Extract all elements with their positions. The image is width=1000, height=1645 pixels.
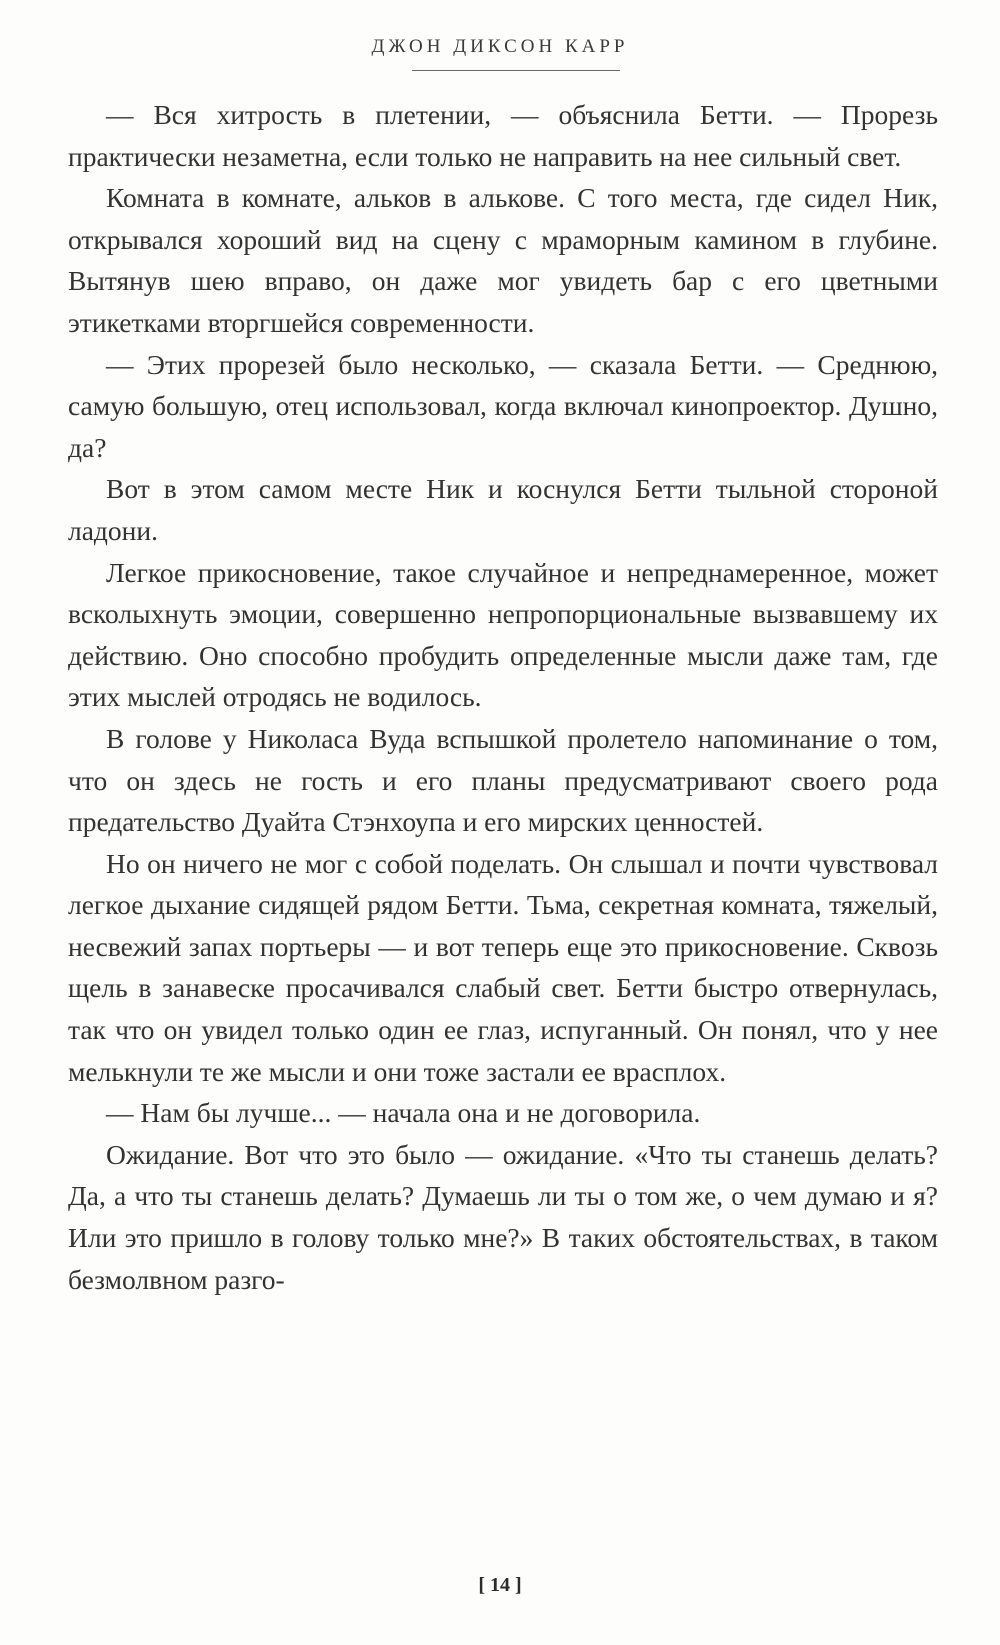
header-rule — [412, 70, 620, 71]
page-number: [ 14 ] — [478, 1574, 522, 1596]
paragraph: Ожидание. Вот что это было — ожидание. «Что ты станешь делать? Да, а что ты станешь делать? Думаешь ли ты о том же, о чем думаю и я? Или это пришло в голову только мне?» В таких обстоятельствах, в таком безмолвном разго- — [68, 1138, 938, 1295]
paragraph: Вот в этом самом месте Ник и коснулся Бетти тыльной стороной ладони. — [68, 473, 938, 546]
paragraph: — Вся хитрость в плетении, — объяснила Бетти. — Прорезь практически незаметна, если только не направить на нее сильный свет. — [68, 99, 938, 172]
body-text — [68, 94, 938, 1300]
paragraph: Легкое прикосновение, такое случайное и непреднамеренное, может всколыхнуть эмоции, совершенно непропорциональные вызвавшему их действию. Оно способно пробудить определенные мысли даже там, где этих мыслей отродясь не водилось. — [68, 556, 938, 713]
paragraph: Комната в комнате, альков в алькове. С того места, где сидел Ник, открывался хороший вид на сцену с мраморным камином в глубине. Вытянув шею вправо, он даже мог увидеть бар с его цветными этикетками вторгшейся современности. — [68, 182, 938, 338]
paragraph: — Этих прорезей было несколько, — сказала Бетти. — Среднюю, самую большую, отец использовал, когда включал кинопроектор. Душно, да? — [68, 348, 938, 463]
running-head: ДЖОН ДИКСОН КАРР — [371, 36, 629, 57]
paragraph: Но он ничего не мог с собой поделать. Он слышал и почти чувствовал легкое дыхание сидящей рядом Бетти. Тьма, секретная комната, тяжелый, несвежий запах портьеры — и вот теперь еще это прикосновение. Сквозь щель в занавеске просачивался слабый свет. Бетти быстро отвернулась, так что он увидел только один ее глаз, испуганный. Он понял, что у нее мелькнули те же мысли и они тоже застали ее врасплох. — [68, 847, 938, 1087]
paragraph: — Нам бы лучше... — начала она и не договорила. — [106, 1097, 701, 1129]
paragraph: В голове у Николаса Вуда вспышкой пролетело напоминание о том, что он здесь не гость и его планы предусматривают своего рода предательство Дуайта Стэнхоупа и его мирских ценностей. — [68, 722, 938, 838]
